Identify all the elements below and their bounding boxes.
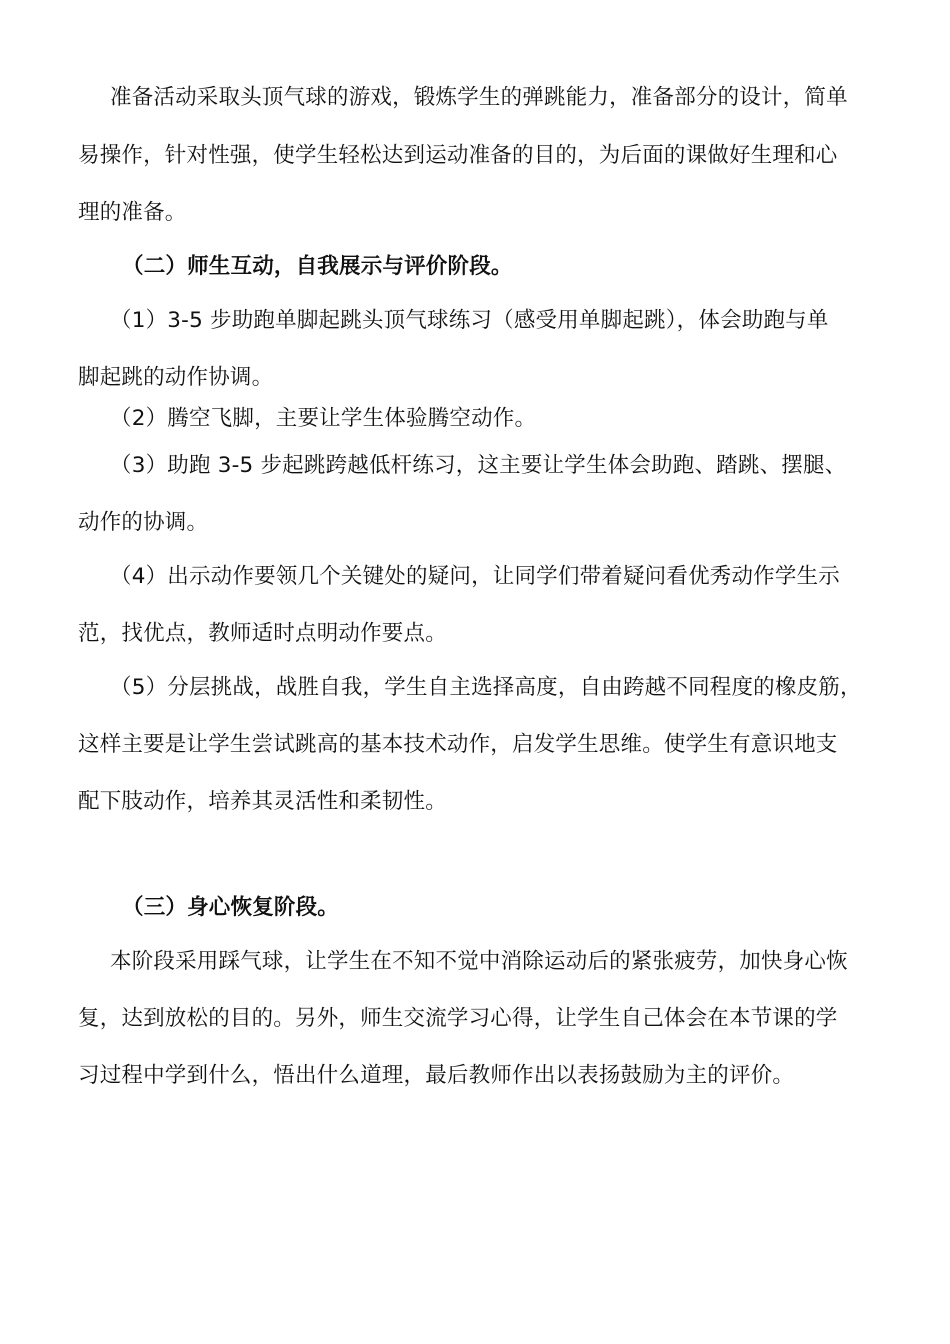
section-3-paragraph-line-2: 复，达到放松的目的。另外，师生交流学习心得，让学生自己体会在本节课的学 (78, 1006, 838, 1031)
intro-paragraph-line-3: 理的准备。 (78, 200, 187, 225)
item-5-line-2: 这样主要是让学生尝试跳高的基本技术动作，启发学生思维。使学生有意识地支 (78, 732, 838, 757)
item-3-line-2: 动作的协调。 (78, 510, 209, 535)
section-3-heading: （三）身心恢复阶段。 (122, 895, 340, 920)
item-4-line-2: 范，找优点，教师适时点明动作要点。 (78, 621, 447, 646)
item-5-line-1: （5）分层挑战，战胜自我，学生自主选择高度，自由跨越不同程度的橡皮筋， (110, 675, 862, 700)
section-2-heading: （二）师生互动，自我展示与评价阶段。 (122, 254, 513, 279)
item-1-line-1: （1）3-5 步助跑单脚起跳头顶气球练习（感受用单脚起跳），体会助跑与单 (110, 308, 829, 333)
intro-paragraph-line-1: 准备活动采取头顶气球的游戏，锻炼学生的弹跳能力，准备部分的设计，简单 (110, 85, 848, 110)
section-3-paragraph-line-1: 本阶段采用踩气球，让学生在不知不觉中消除运动后的紧张疲劳，加快身心恢 (110, 949, 848, 974)
item-5-line-3: 配下肢动作，培养其灵活性和柔韧性。 (78, 789, 447, 814)
item-4-line-1: （4）出示动作要领几个关键处的疑问，让同学们带着疑问看优秀动作学生示 (110, 564, 840, 589)
intro-paragraph-line-2: 易操作，针对性强，使学生轻松达到运动准备的目的，为后面的课做好生理和心 (78, 143, 838, 168)
item-1-line-2: 脚起跳的动作协调。 (78, 365, 274, 390)
section-3-paragraph-line-3: 习过程中学到什么，悟出什么道理，最后教师作出以表扬鼓励为主的评价。 (78, 1063, 795, 1088)
item-3-line-1: （3）助跑 3-5 步起跳跨越低杆练习，这主要让学生体会助跑、踏跳、摆腿、 (110, 453, 847, 478)
item-2-line-1: （2）腾空飞脚，主要让学生体验腾空动作。 (110, 406, 537, 431)
